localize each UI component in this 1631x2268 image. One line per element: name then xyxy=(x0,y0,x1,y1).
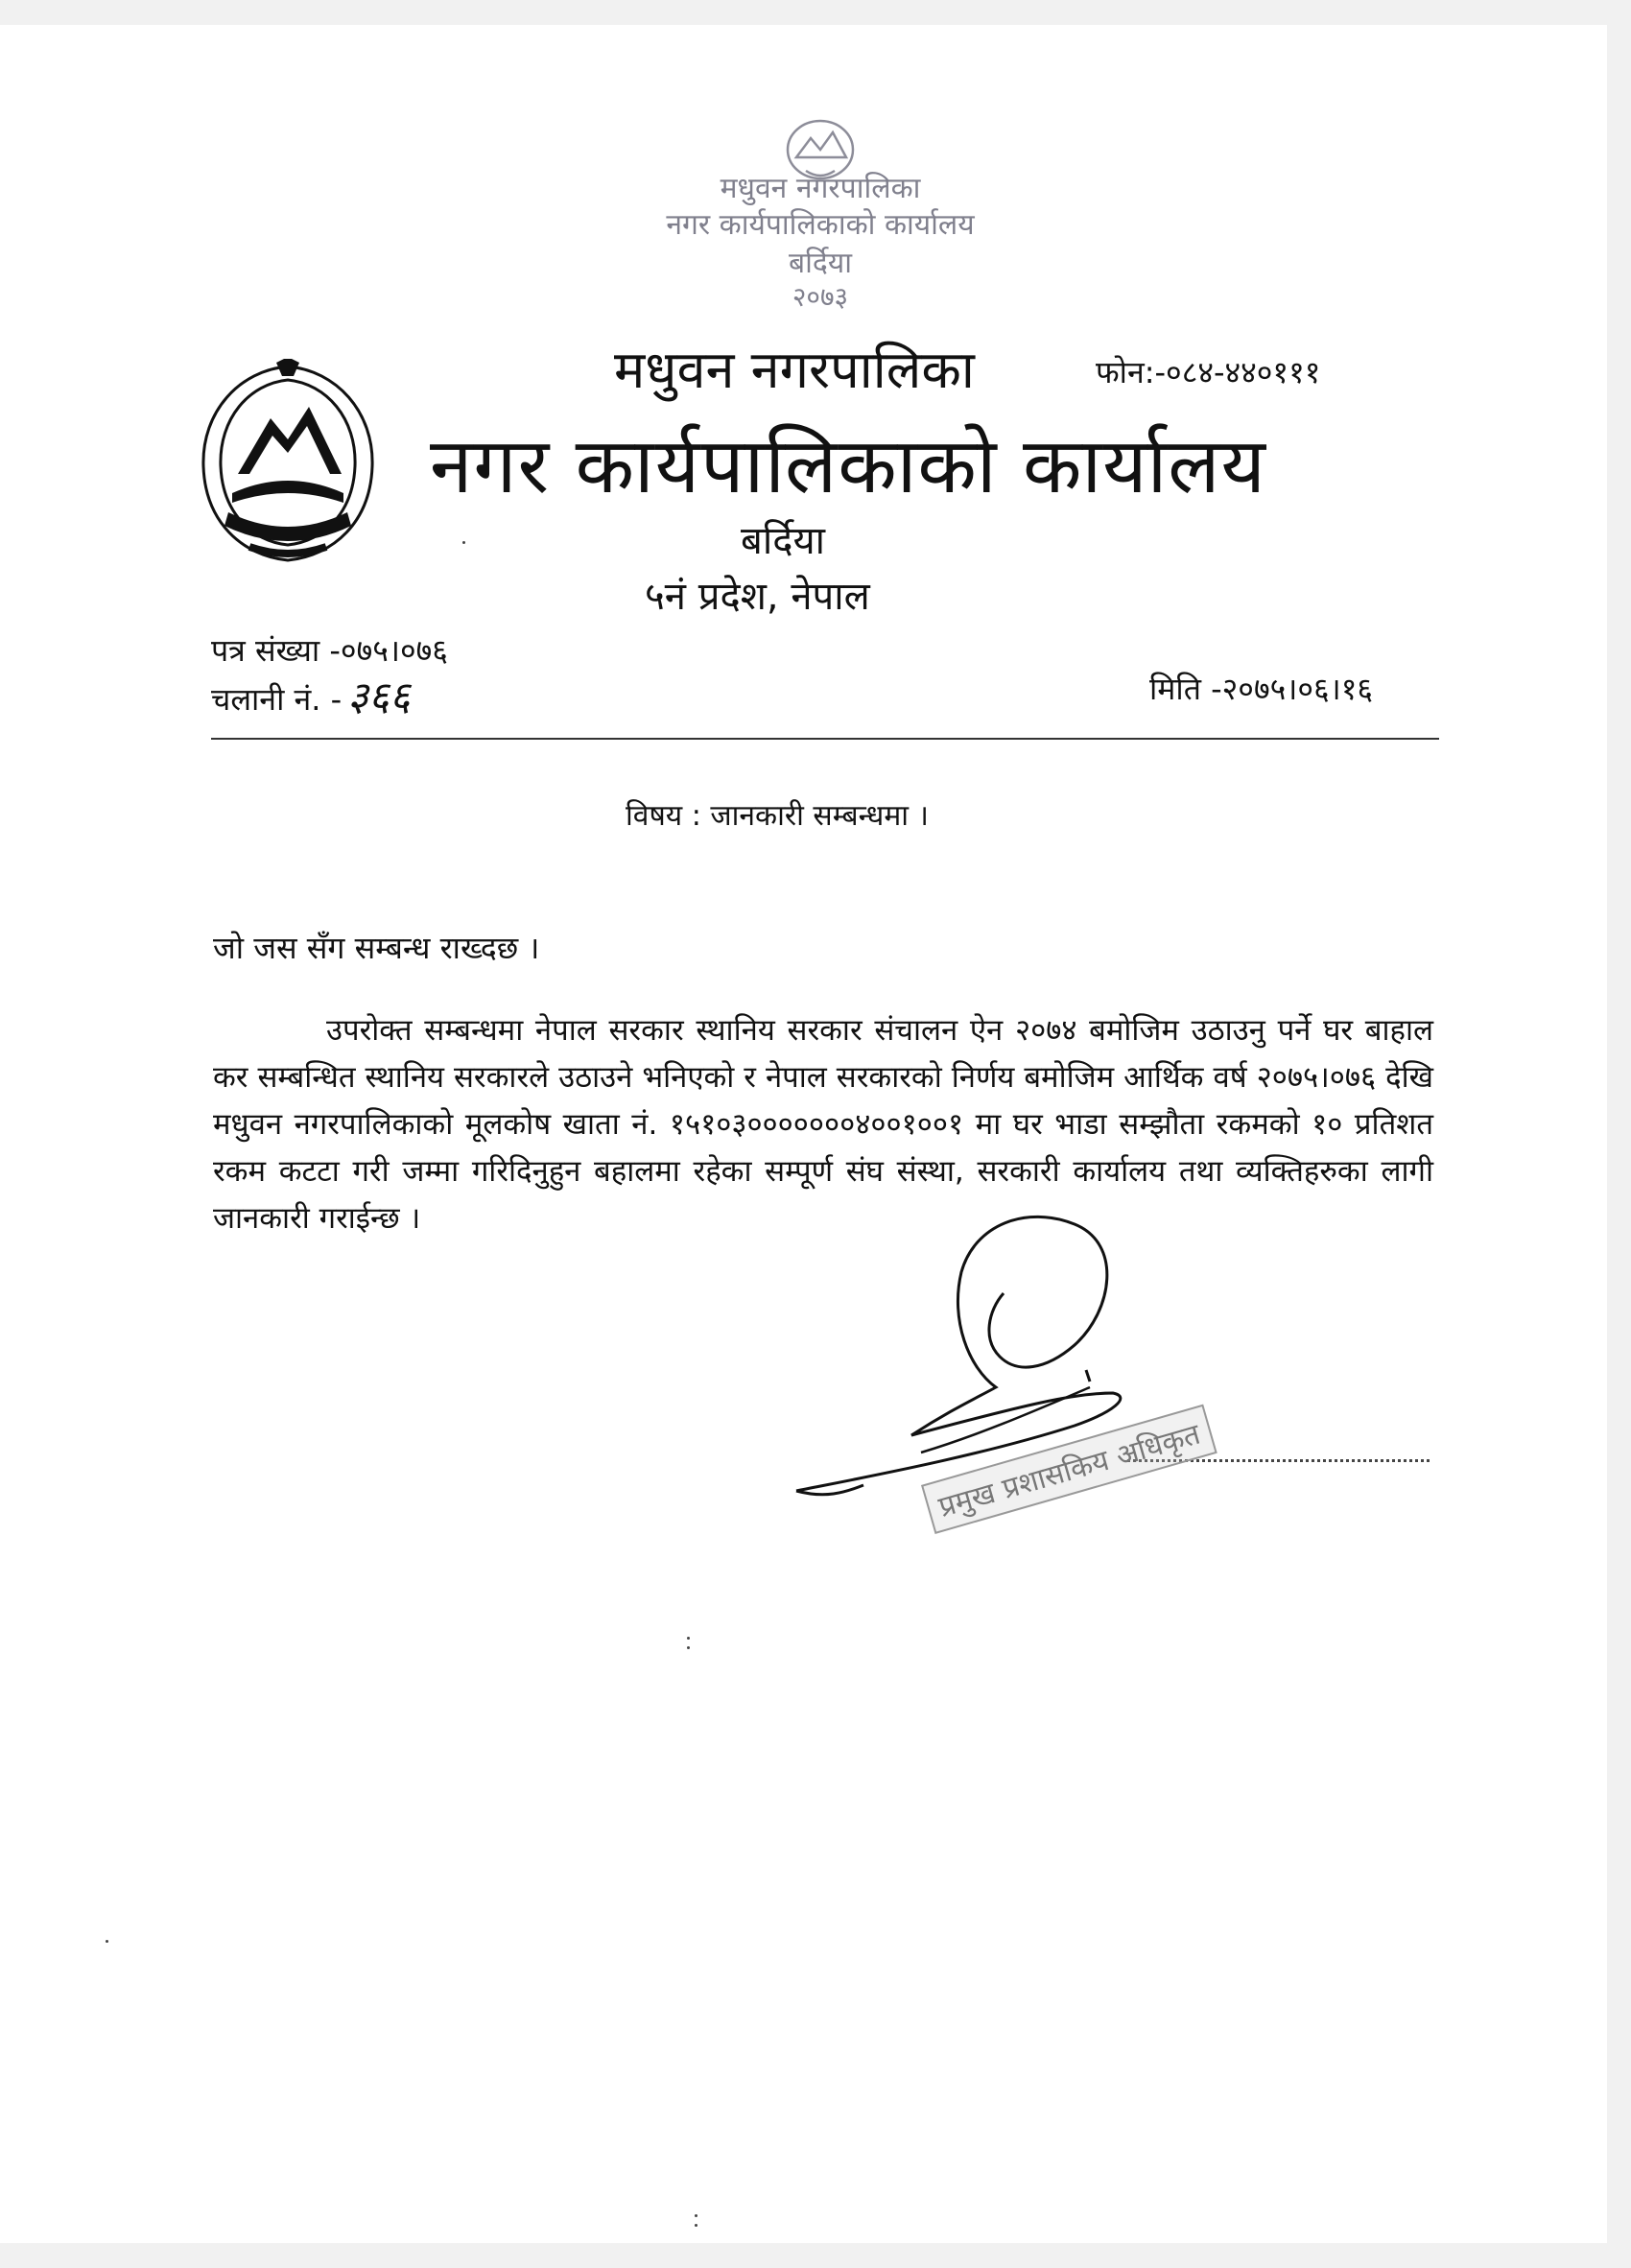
letter-page xyxy=(0,25,1607,2243)
seal-line-1: मधुवन नगरपालिका xyxy=(720,172,921,205)
scan-speck xyxy=(462,541,465,544)
scan-speck xyxy=(687,1646,690,1649)
designation-stamp: प्रमुख प्रशासकिय अधिकृत xyxy=(921,1405,1217,1534)
scan-speck xyxy=(695,2224,697,2227)
municipality-name: मधुवन नगरपालिका xyxy=(614,340,975,400)
province-country: ५नं प्रदेश, नेपाल xyxy=(645,575,870,619)
dispatch-number xyxy=(211,668,411,722)
scan-speck xyxy=(687,1637,690,1640)
seal-line-3: बर्दिया xyxy=(789,247,852,280)
dispatch-number-handwritten: ३६६ xyxy=(347,673,411,720)
seal-year: २०७३ xyxy=(792,281,849,313)
phone-number: फोन:-०८४-४४०१११ xyxy=(1096,354,1321,390)
seal-line-2: नगर कार्यपालिकाको कार्यालय xyxy=(666,208,975,242)
letter-number: पत्र संख्या -०७५।०७६ xyxy=(211,632,448,669)
dispatch-label: चलानी नं. - xyxy=(211,681,343,718)
scan-speck xyxy=(695,2214,697,2217)
coat-of-arms-icon xyxy=(192,359,384,572)
district-name: बर्दिया xyxy=(741,519,825,563)
header-divider xyxy=(211,738,1439,740)
salutation: जो जस सँग सम्बन्ध राख्दछ । xyxy=(213,930,540,966)
letter-body-text: उपरोक्त सम्बन्धमा नेपाल सरकार स्थानिय सरकार संचालन ऐन २०७४ बमोजिम उठाउनु पर्ने घर बाहाल कर सम्बन्धित स्थानिय सरकारले उठाउने भनिएको र नेपाल सरकारको निर्णय बमोजिम आर्थिक वर्ष २०७५।०७६ देखि मधुवन नगरपालिकाको मूलकोष खाता नं. १५१०३०००००००४००१००१ मा घर भाडा सम्झौता रकमको १० प्रतिशत रकम कटटा गरी जम्मा गरिदिनुहुन बहालमा रहेका सम्पूर्ण संघ संस्था, सरकारी कार्यालय तथा व्यक्तिहरुका लागी जानकारी गराईन्छ । xyxy=(213,1013,1433,1236)
office-title: नगर कार्यपालिकाको कार्यालय xyxy=(430,421,1266,510)
office-seal-stamp xyxy=(662,100,979,330)
subject-line: विषय : जानकारी सम्बन्धमा । xyxy=(626,799,929,833)
letter-date: मिति -२०७५।०६।१६ xyxy=(1149,671,1374,707)
scan-speck xyxy=(106,1940,108,1943)
nepal-government-emblem xyxy=(192,359,384,572)
